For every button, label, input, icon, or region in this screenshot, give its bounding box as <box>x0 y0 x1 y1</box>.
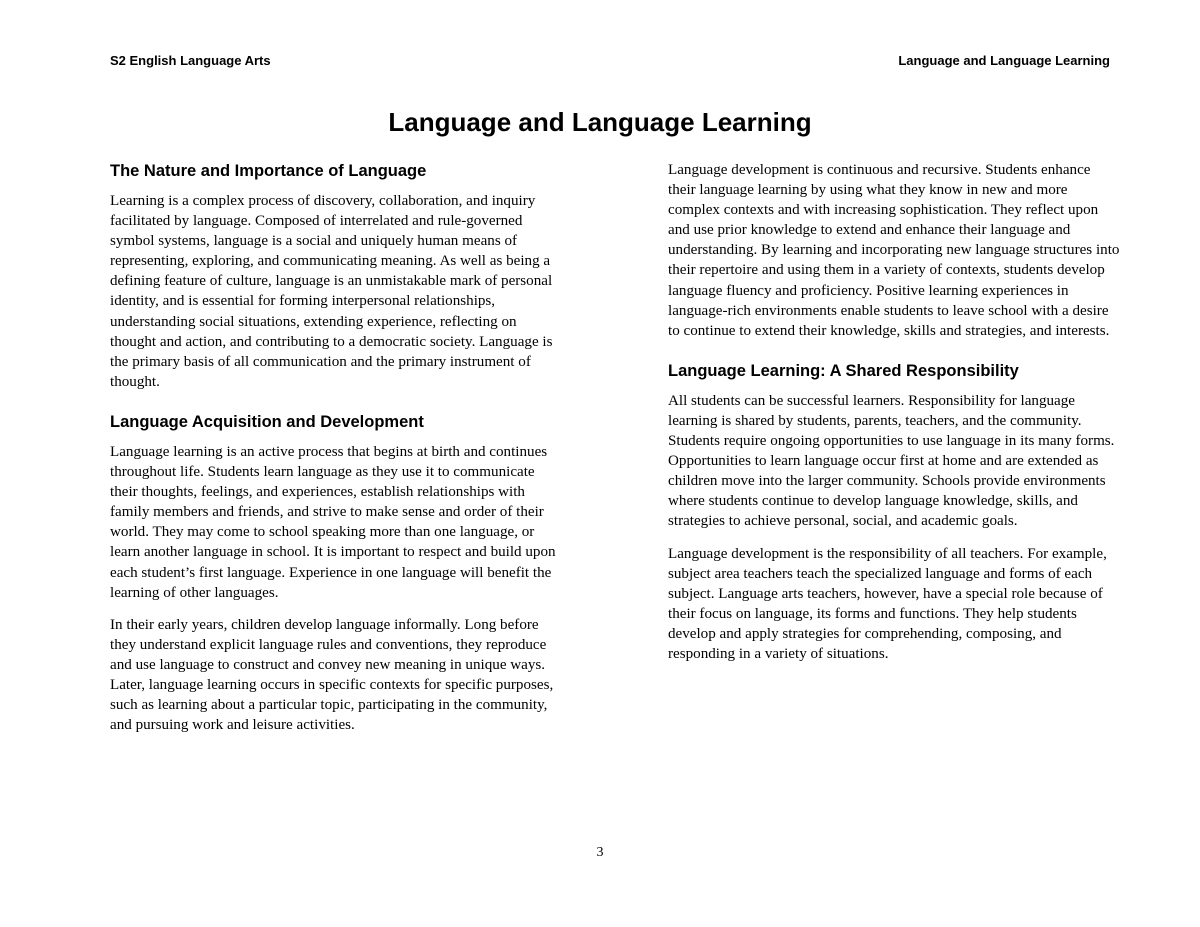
running-header <box>110 53 1110 69</box>
left-column <box>110 160 562 735</box>
shared-paragraph-1: All students can be successful learners. Responsibility for language learning is shared by students, parents, teachers, and the community. Students require ongoing opportunities to use language in its many forms. Opportunities to learn language occur first at home and are extended as children move into the larger community. Schools provide environments where students continue to develop language knowledge, skills, and strategies to achieve personal, social, and academic goals. <box>668 392 1115 530</box>
acquisition-paragraph-1: Language learning is an active process that begins at birth and continues throughout life. Students learn language as they use it to communicate their thoughts, feelings, and experiences, establish relationships with family members and friends, and strive to make sense and order of their world. They may come to school speaking more than one language, or learn another language in school. It is important to respect and build upon each student’s first language. Experience in one language will benefit the learning of other languages. <box>110 443 556 601</box>
nature-paragraph-1: Learning is a complex process of discovery, collaboration, and inquiry facilitated by language. Composed of interrelated and rule-governed symbol systems, language is a social and uniquely human means of representing, exploring, and communicating meaning. As well as being a defining feature of culture, language is an unmistakable mark of personal identity, and is essential for forming interpersonal relationships, understanding social situations, extending experience, reflecting on thought and action, and contributing to a democratic society. Language is the primary basis of all communication and the primary instrument of thought. <box>110 193 553 390</box>
page-title: Language and Language Learning <box>388 107 812 137</box>
running-header-left: S2 English Language Arts <box>110 53 271 68</box>
section-heading-shared: Language Learning: A Shared Responsibility <box>668 361 1019 380</box>
acquisition-paragraph-3: Language development is continuous and recursive. Students enhance their language learning by using what they know in new and more complex contexts and with increasing sophistication. They reflect upon and use prior knowledge to extend and enhance their language and understanding. By learning and incorporating new language structures into their repertoire and using them in a variety of contexts, students develop language fluency and proficiency. Positive learning experiences in language-rich environments enable students to leave school with a desire to continue to extend their knowledge, skills and strategies, and interests. <box>668 162 1120 339</box>
shared-paragraph-2: Language development is the responsibility of all teachers. For example, subject area teachers teach the specialized language and forms of each subject. Language arts teachers, however, have a special role because of their focus on language, its forms and functions. They help students develop and apply strategies for comprehending, composing, and responding in a variety of situations. <box>668 545 1107 662</box>
right-column <box>668 160 1120 664</box>
acquisition-paragraph-2: In their early years, children develop language informally. Long before they understand explicit language rules and conventions, they reproduce and use language to construct and convey new meaning in unique ways. Later, language learning occurs in specific contexts for specific purposes, such as learning about a particular topic, participating in the community, and pursuing work and leisure activities. <box>110 616 554 734</box>
section-heading-nature: The Nature and Importance of Language <box>110 162 427 180</box>
page-number: 3 <box>596 845 604 860</box>
running-header-right: Language and Language Learning <box>898 53 1110 68</box>
section-heading-acquisition: Language Acquisition and Development <box>110 412 424 431</box>
